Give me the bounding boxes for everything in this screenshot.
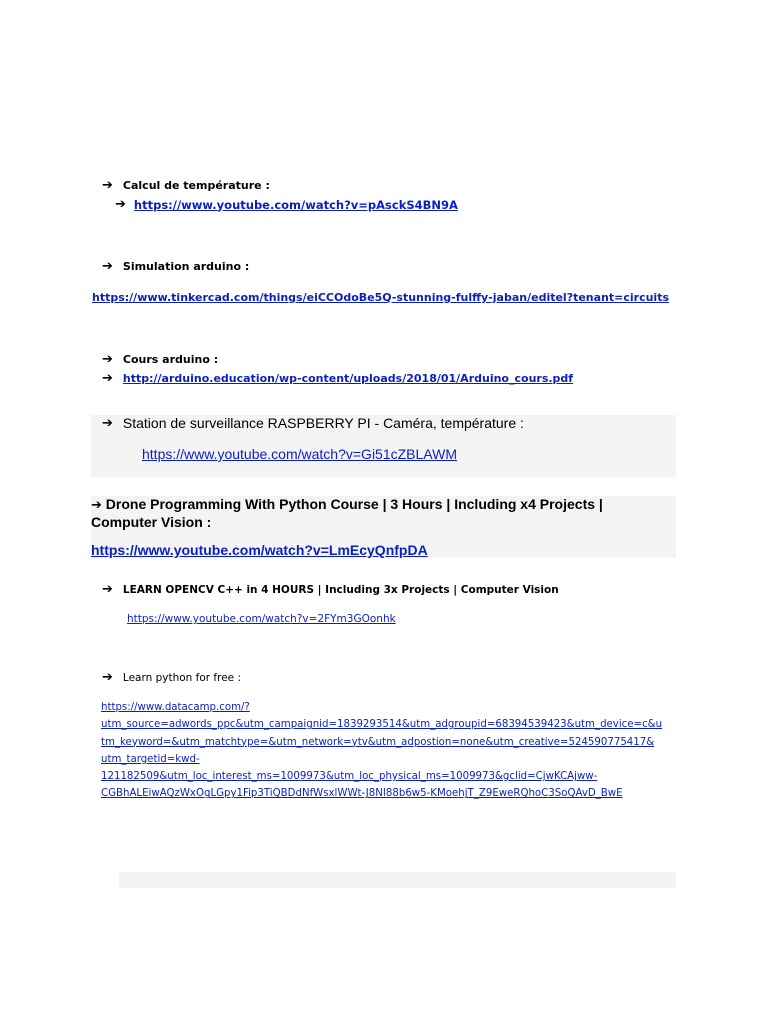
arrow-icon: ➔ — [102, 415, 113, 431]
item-temperature-link-row — [115, 197, 458, 212]
arrow-icon: ➔ — [91, 498, 102, 513]
temperature-video-link[interactable]: https://www.youtube.com/watch?v=pAsckS4BN9A — [133, 197, 458, 212]
item-label: LEARN OPENCV C++ in 4 HOURS | Including 3x Projects | Computer Vision — [122, 583, 559, 596]
item-surveillance — [102, 415, 524, 431]
arrow-icon: ➔ — [102, 371, 113, 386]
item-drone — [91, 496, 636, 530]
arduino-pdf-link[interactable]: http://arduino.education/wp-content/uploads/2018/01/Arduino_cours.pdf — [122, 372, 574, 385]
item-simulation — [102, 259, 249, 274]
item-temperature — [102, 178, 270, 193]
drone-video-link[interactable]: https://www.youtube.com/watch?v=LmEcyQnfpDA — [91, 542, 428, 558]
datacamp-link-line[interactable]: 121182509&utm_loc_interest_ms=1009973&utm_loc_physical_ms=1009973&gclid=CjwKCAjww- — [101, 771, 598, 783]
item-cours-link-row — [102, 371, 573, 386]
item-label: Learn python for free : — [122, 671, 242, 684]
datacamp-link-line[interactable]: CGBhALEiwAQzWxOgLGpy1Fip3TiQBDdNfWsxlWWt-J8NI88b6w5-KMoehjT_Z9EweRQhoC3SoQAvD_BwE — [101, 788, 623, 800]
datacamp-link-line[interactable]: utm_source=adwords_ppc&utm_campaignid=1839293514&utm_adgroupid=68394539423&utm_device=c&u — [101, 719, 663, 731]
item-python — [102, 670, 241, 685]
arrow-icon: ➔ — [102, 670, 113, 685]
item-label: Drone Programming With Python Course | 3 Hours | Including x4 Projects | Computer Vision : — [91, 496, 603, 530]
item-label: Calcul de température : — [122, 179, 270, 192]
arrow-icon: ➔ — [102, 178, 113, 193]
item-opencv — [102, 582, 559, 597]
item-label: Simulation arduino : — [122, 260, 250, 273]
arrow-icon: ➔ — [102, 352, 113, 367]
opencv-video-link[interactable]: https://www.youtube.com/watch?v=2FYm3GOonhk — [127, 613, 396, 625]
datacamp-link-line[interactable]: utm_targetid=kwd- — [101, 753, 200, 765]
item-cours — [102, 352, 218, 367]
arrow-icon: ➔ — [102, 259, 113, 274]
arrow-icon: ➔ — [102, 582, 113, 597]
datacamp-link-line[interactable]: https://www.datacamp.com/? — [101, 702, 250, 713]
datacamp-link-block[interactable] — [101, 699, 681, 803]
datacamp-link-line[interactable]: tm_keyword=&utm_matchtype=&utm_network=ytv&utm_adpostion=none&utm_creative=524590775417& — [101, 736, 655, 748]
item-label: Station de surveillance RASPBERRY PI - Caméra, température : — [122, 415, 524, 431]
arrow-icon: ➔ — [115, 197, 126, 212]
item-label: Cours arduino : — [122, 353, 219, 366]
tinkercad-link[interactable]: https://www.tinkercad.com/things/eiCCOdoBe5Q-stunning-fulffy-jaban/editel?tenant=circuits — [92, 291, 670, 304]
empty-shaded-strip — [119, 872, 676, 888]
surveillance-video-link[interactable]: https://www.youtube.com/watch?v=Gi51cZBLAWM — [142, 446, 457, 462]
